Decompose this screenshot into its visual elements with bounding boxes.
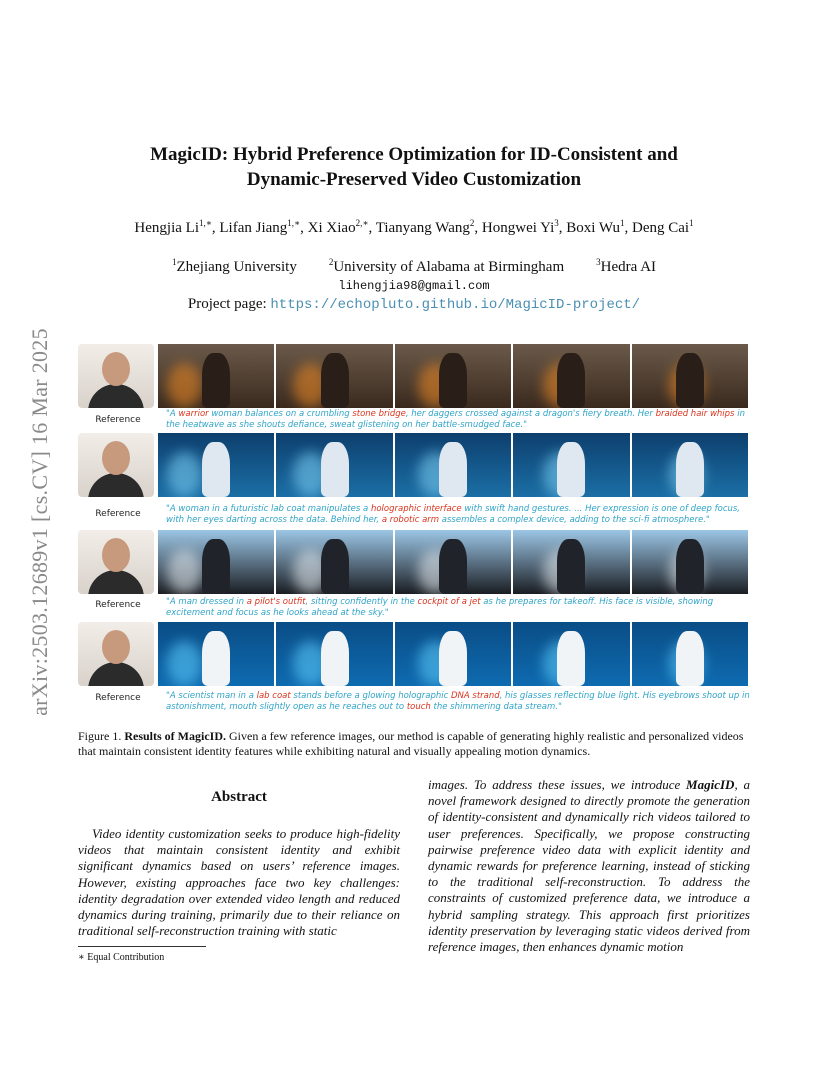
prompt-highlight: warrior bbox=[178, 409, 209, 419]
video-frame bbox=[632, 433, 748, 497]
affiliation: $^2$University of Alabama at Birmingham bbox=[328, 257, 565, 275]
generated-video-frames bbox=[158, 530, 748, 594]
project-page-link[interactable]: https://echopluto.github.io/MagicID-project/ bbox=[270, 297, 641, 313]
video-frame bbox=[276, 530, 392, 594]
reference-label: Reference bbox=[95, 693, 141, 703]
frame-subject bbox=[439, 539, 467, 594]
footnote-rule bbox=[78, 946, 206, 947]
frame-subject bbox=[557, 442, 585, 497]
project-page-label: Project page: bbox=[187, 296, 271, 312]
prompt-text: assembles a complex device, adding to the sci-fi atmosphere." bbox=[439, 515, 710, 525]
prompt-highlight: braided hair whips bbox=[655, 409, 735, 419]
affiliation: $^1$Zhejiang University bbox=[171, 257, 297, 275]
affiliation-mark: 1 bbox=[171, 257, 177, 267]
video-frame bbox=[513, 622, 629, 686]
prompt-text: in the heatwave as she shouts defiance, sweat glistening on her battle-smudged face." bbox=[166, 409, 745, 430]
prompt-highlight: touch bbox=[406, 702, 431, 712]
video-frame bbox=[276, 433, 392, 497]
video-frame bbox=[632, 344, 748, 408]
frame-subject bbox=[321, 442, 349, 497]
figure-caption bbox=[78, 729, 750, 759]
reference-portrait bbox=[78, 344, 154, 408]
prompt-text: , sitting confidently in the bbox=[305, 597, 418, 607]
video-frame bbox=[632, 530, 748, 594]
author-name: Deng Cai$^1$ bbox=[631, 218, 694, 236]
frame-highlight bbox=[167, 363, 202, 408]
video-frame bbox=[395, 433, 511, 497]
frame-subject bbox=[321, 539, 349, 594]
frame-subject bbox=[439, 442, 467, 497]
video-frame bbox=[158, 530, 274, 594]
right-column-before: images. To address these issues, we introduce bbox=[428, 777, 687, 792]
author-affiliation-mark: 1 bbox=[689, 218, 694, 228]
portrait-head bbox=[102, 538, 130, 572]
figure-caption-label: Figure 1. bbox=[78, 729, 122, 743]
prompt-highlight: cockpit of a jet bbox=[417, 597, 481, 607]
project-page bbox=[70, 296, 758, 313]
prompt-text: "A woman in a futuristic lab coat manipulates a bbox=[166, 504, 371, 514]
frame-subject bbox=[202, 353, 230, 408]
author-affiliation-mark: 1,∗ bbox=[199, 218, 212, 228]
video-frame bbox=[158, 433, 274, 497]
video-frame bbox=[513, 344, 629, 408]
prompt-highlight: holographic interface bbox=[370, 504, 462, 514]
frame-subject bbox=[439, 631, 467, 686]
prompt-text: woman balances on a crumbling bbox=[208, 409, 353, 419]
video-frame bbox=[158, 344, 274, 408]
affiliation-mark: 3 bbox=[596, 257, 601, 267]
frame-subject bbox=[676, 442, 704, 497]
portrait-head bbox=[102, 630, 130, 664]
reference-label: Reference bbox=[95, 509, 141, 519]
portrait-shoulders bbox=[88, 473, 144, 497]
figure-row bbox=[78, 530, 750, 594]
author-affiliation-mark: 1,∗ bbox=[287, 218, 301, 228]
prompt-caption bbox=[166, 504, 750, 526]
method-name: MagicID bbox=[686, 777, 735, 792]
reference-portrait bbox=[78, 433, 154, 497]
frame-subject bbox=[676, 539, 704, 594]
author-name: Tianyang Wang$^2$ bbox=[375, 218, 475, 236]
footnote: ∗ Equal Contribution bbox=[78, 952, 165, 963]
frame-subject bbox=[439, 353, 467, 408]
reference-portrait bbox=[78, 530, 154, 594]
prompt-text: "A man dressed in bbox=[166, 597, 247, 607]
prompt-text: as he prepares for takeoff. His face is visible, showing excitement and focus as he looks ahead at the sky." bbox=[166, 597, 714, 618]
prompt-highlight: stone bridge bbox=[352, 409, 406, 419]
reference-label: Reference bbox=[95, 415, 141, 425]
prompt-text: "A scientist man in a bbox=[166, 691, 257, 701]
author-affiliation-mark: 2,∗ bbox=[355, 218, 369, 228]
author-affiliation-mark: 2 bbox=[469, 218, 475, 228]
prompt-text: with swift hand gestures. ... Her expression is one of deep focus, with her eyes darting across the data. Behind her, bbox=[166, 504, 741, 525]
affiliation-mark: 2 bbox=[328, 257, 334, 267]
author-name: Hengjia $Li^{1,∗}$ bbox=[134, 218, 212, 236]
frame-highlight bbox=[167, 549, 202, 594]
affiliation-list bbox=[70, 257, 758, 276]
video-frame bbox=[158, 622, 274, 686]
paper-title bbox=[90, 142, 738, 192]
generated-video-frames bbox=[158, 344, 748, 408]
figure-row bbox=[78, 433, 750, 497]
prompt-highlight: DNA strand bbox=[450, 691, 500, 701]
author-list: Hengjia $Li^{1,∗}$, Lifan Jiang$^{1,∗}$, Xi Xiao$^{2,∗}$, Tianyang Wang$^2$, Hongwei Yi$^3$, Boxi Wu$^1$, Deng Cai$^1$ bbox=[134, 218, 694, 236]
frame-highlight bbox=[167, 641, 202, 686]
author-affiliation-mark: 1 bbox=[619, 218, 625, 228]
prompt-text: "A bbox=[166, 409, 179, 419]
reference-portrait bbox=[78, 622, 154, 686]
author-name: Boxi Wu$^1$ bbox=[566, 218, 625, 236]
affiliation: $^3$Hedra AI bbox=[596, 257, 657, 275]
frame-highlight bbox=[167, 452, 202, 497]
arxiv-stamp-text: arXiv:2503.12689v1 [cs.CV] 16 Mar 2025 bbox=[27, 328, 53, 716]
prompt-text: , her daggers crossed against a dragon's fiery breath. Her bbox=[405, 409, 656, 419]
title-line-2: Dynamic-Preserved Video Customization bbox=[246, 169, 582, 190]
video-frame bbox=[395, 530, 511, 594]
prompt-caption bbox=[166, 597, 750, 619]
prompt-highlight: a robotic arm bbox=[381, 515, 440, 525]
figure-row bbox=[78, 622, 750, 686]
prompt-highlight: lab coat bbox=[256, 691, 291, 701]
video-frame bbox=[513, 433, 629, 497]
frame-subject bbox=[676, 631, 704, 686]
frame-subject bbox=[202, 631, 230, 686]
arxiv-stamp bbox=[22, 282, 58, 762]
prompt-text: , his glasses reflecting blue light. His eyebrows shoot up in astonishment, mouth slightly open as he reaches out to bbox=[166, 691, 750, 712]
prompt-text: stands before a glowing holographic bbox=[290, 691, 451, 701]
generated-video-frames bbox=[158, 622, 748, 686]
frame-subject bbox=[676, 353, 704, 408]
contact-email: lihengjia98@gmail.com bbox=[338, 279, 490, 293]
right-column-text bbox=[428, 777, 750, 955]
figure-caption-bold: Results of MagicID. bbox=[124, 729, 226, 743]
prompt-text: the shimmering data stream." bbox=[430, 702, 562, 712]
figure-caption-text: Given a few reference images, our method is capable of generating highly realistic and personalized videos that maintain consistent identity features while exhibiting natural and visually appealing motion dynamics. bbox=[78, 729, 744, 758]
video-frame bbox=[632, 622, 748, 686]
author-name: Lifan Jiang$^{1,∗}$ bbox=[219, 218, 301, 236]
frame-subject bbox=[557, 539, 585, 594]
author-name: Hongwei Yi$^3$ bbox=[481, 218, 559, 236]
prompt-highlight: a pilot's outfit bbox=[246, 597, 306, 607]
video-frame bbox=[513, 530, 629, 594]
reference-label: Reference bbox=[95, 600, 141, 610]
figure-row bbox=[78, 344, 750, 408]
right-column-after: , a novel framework designed to directly promote the generation of identity-consistent and dynamically rich videos tailored to user preferences. Specifically, we propose constructing pairwise preference video data with explicit identity and dynamic rewards for preference learning, instead of sticking to the traditional self-reconstruction. To address the constraints of customized preference data, we introduce a hybrid sampling strategy. This approach first prioritizes identity preservation by leveraging static videos derived from reference images, then enhances dynamic motion bbox=[428, 777, 750, 955]
abstract-text: Video identity customization seeks to produce high-fidelity videos that maintain consistent identity and exhibit significant dynamics based on users’ reference images. However, existing approaches face two key challenges: identity degradation over extended video length and reduced dynamics during training, primarily due to their reliance on traditional self-reconstruction training with static bbox=[78, 826, 400, 939]
video-frame bbox=[395, 344, 511, 408]
author-affiliation-mark: 3 bbox=[554, 218, 559, 228]
portrait-shoulders bbox=[88, 384, 144, 408]
abstract-heading: Abstract bbox=[211, 789, 267, 805]
prompt-caption bbox=[166, 691, 750, 713]
video-frame bbox=[395, 622, 511, 686]
title-line-1: MagicID: Hybrid Preference Optimization for ID-Consistent and bbox=[150, 144, 678, 165]
frame-subject bbox=[557, 631, 585, 686]
author-name: Xi Xiao$^{2,∗}$ bbox=[307, 218, 369, 236]
portrait-shoulders bbox=[88, 662, 144, 686]
generated-video-frames bbox=[158, 433, 748, 497]
frame-subject bbox=[321, 353, 349, 408]
portrait-head bbox=[102, 352, 130, 386]
portrait-head bbox=[102, 441, 130, 475]
frame-subject bbox=[557, 353, 585, 408]
prompt-caption bbox=[166, 409, 750, 431]
video-frame bbox=[276, 344, 392, 408]
frame-subject bbox=[321, 631, 349, 686]
frame-subject bbox=[202, 442, 230, 497]
frame-subject bbox=[202, 539, 230, 594]
portrait-shoulders bbox=[88, 570, 144, 594]
video-frame bbox=[276, 622, 392, 686]
